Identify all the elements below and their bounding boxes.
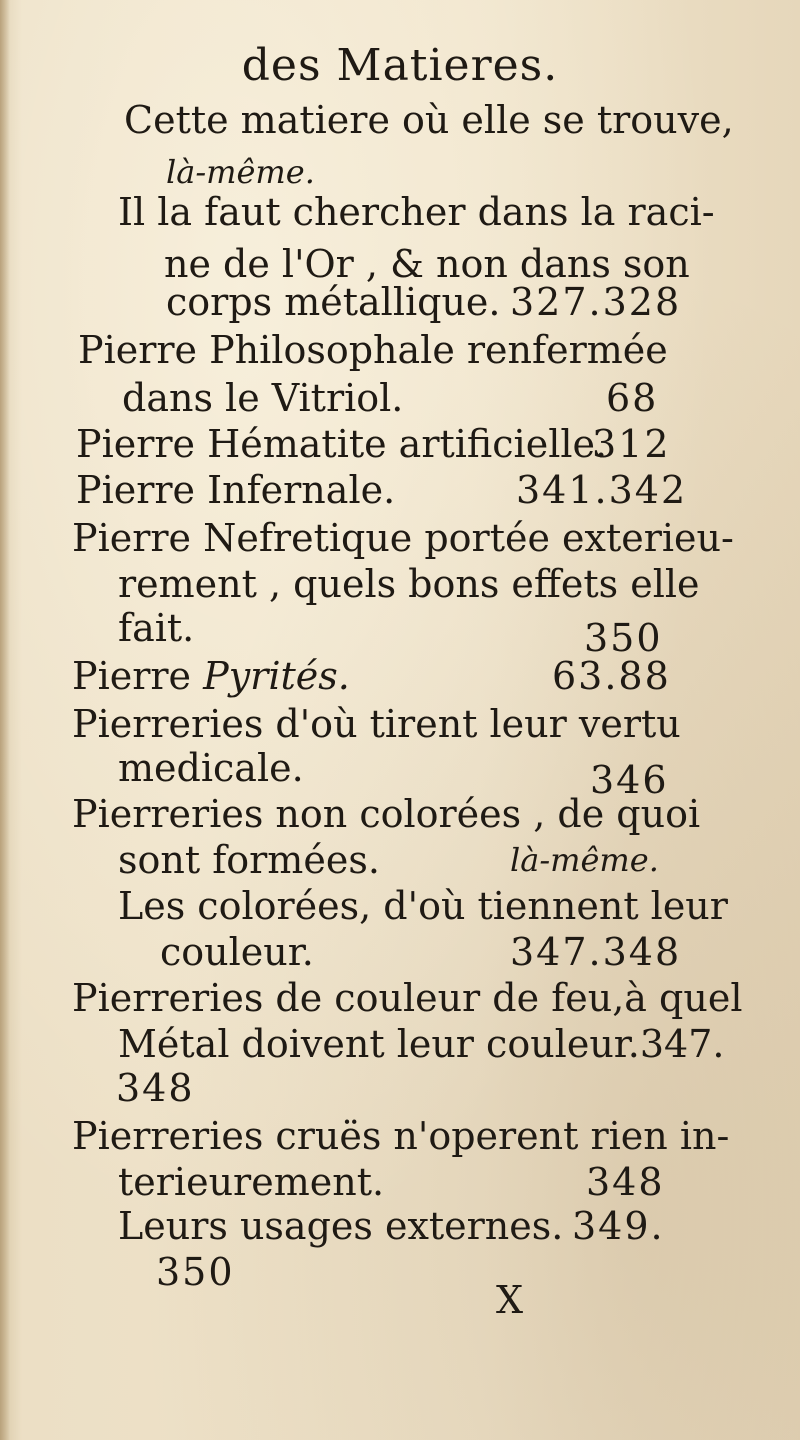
entry-text: Leurs usages externes. (118, 1204, 564, 1248)
entry-text: Pierreries de couleur de feu,à quel (72, 976, 743, 1020)
page-ref: 312 (592, 422, 671, 466)
page-ref: là-même. (510, 841, 659, 879)
entry-text: Métal doivent leur couleur.347. (118, 1022, 725, 1066)
page-ref: 350 (156, 1250, 235, 1294)
entry-text: Pierre Philosophale renfermée (78, 328, 668, 372)
entry-text: Cette matiere où elle se trouve, (124, 98, 734, 142)
entry-text: là-même. (166, 153, 315, 191)
signature-mark: X (496, 1278, 524, 1322)
index-line (0, 1244, 800, 1300)
entry-text-italic: Pyrités. (203, 654, 350, 698)
entry-text: Il la faut chercher dans la raci- (118, 190, 715, 234)
entry-text: fait. (118, 606, 195, 650)
page-ref: 349. (572, 1204, 665, 1248)
entry-text: Pierre Infernale. (76, 468, 396, 512)
page-ref: 348 (586, 1160, 665, 1204)
page-ref: 346 (590, 758, 669, 802)
entry-text-head: Pierre (72, 654, 192, 698)
page-ref: 327.328 (510, 280, 682, 324)
entry-text: Pierreries cruës n'operent rien in- (72, 1114, 730, 1158)
entry-text: rement , quels bons effets elle (118, 562, 700, 606)
entry-text: Pierreries d'où tirent leur vertu (72, 702, 681, 746)
entry-text: Pierre Nefretique portée exterieu- (72, 516, 734, 560)
entry-text: sont formées. (118, 838, 380, 882)
page-ref: 347.348 (510, 930, 682, 974)
entry-text: Les colorées, d'où tiennent leur (118, 884, 728, 928)
running-head: des Matieres. (241, 40, 559, 91)
index-line (0, 92, 800, 148)
index-line (0, 184, 800, 240)
entry-text: ne de l'Or , & non dans son (164, 242, 690, 286)
entry-text: Pierreries non colorées , de quoi (72, 792, 701, 836)
entry-text: medicale. (118, 746, 304, 790)
entry-text: Pierre Hématite artificielle. (76, 422, 608, 466)
page-ref: 341.342 (516, 468, 688, 512)
page-ref: 63.88 (552, 654, 671, 698)
page-ref: 68 (606, 376, 659, 420)
entry-text: dans le Vitriol. (122, 376, 404, 420)
entry-text: terieurement. (118, 1160, 385, 1204)
entry-text: couleur. (160, 930, 314, 974)
page-ref: 350 (584, 616, 663, 660)
entry-text: corps métallique. (166, 280, 501, 324)
page-ref: 348 (116, 1066, 195, 1110)
